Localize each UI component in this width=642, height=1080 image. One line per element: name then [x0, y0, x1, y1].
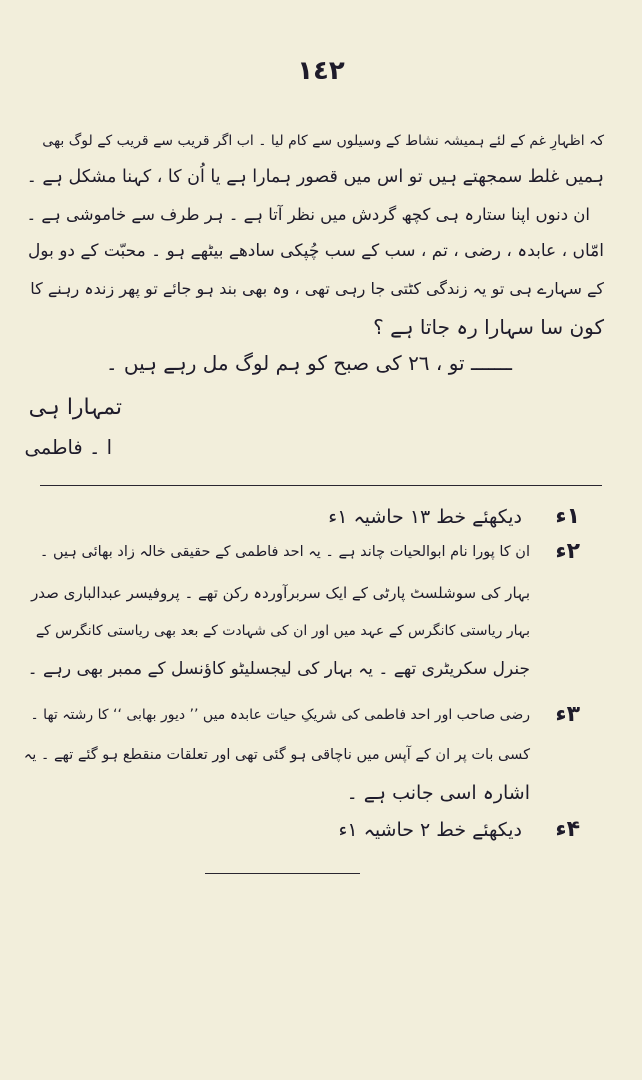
footnote-line: بہار کی سوشلسٹ پارٹی کے ایک سربرآوردہ رکن تھے ۔ پروفیسر عبدالباری صدر — [31, 584, 530, 602]
letter-line: ـــــــ تو ، ٢٦ کی صبح کو ہم لوگ مل رہے ہیں ۔ — [105, 351, 512, 375]
letter-closing: تمہارا ہی — [28, 395, 122, 420]
end-rule — [205, 873, 360, 874]
footnote-marker: ۳ء — [555, 702, 580, 727]
footnote-line: اشارہ اسی جانب ہے ۔ — [346, 782, 530, 804]
letter-line: امّاں ، عابدہ ، رضی ، تم ، سب کے سب چُپکی سادھے بیٹھے ہو ۔ محبّت کے دو بول — [27, 241, 604, 261]
footnote-marker: ۱ء — [555, 504, 580, 529]
footnote-line: ان کا پورا نام ابوالحیات چاند ہے ۔ یہ احد فاطمی کے حقیقی خالہ زاد بھائی ہیں ۔ — [39, 544, 530, 560]
footnote-line: کسی بات پر ان کے آپس میں ناچاقی ہو گئی تھی اور تعلقات منقطع ہو گئے تھے ۔ یہ — [23, 747, 530, 763]
footnote-marker: ۲ء — [555, 539, 580, 564]
letter-line: کون سا سہارا رہ جاتا ہے ؟ — [373, 315, 604, 339]
letter-signature: ا ۔ فاطمی — [24, 436, 112, 459]
footnote-line: رضی صاحب اور احد فاطمی کی شریکِ حیات عابدہ میں ’’ دیور بھابی ‘‘ کا رشتہ تھا ۔ — [30, 707, 530, 723]
letter-line: کے سہارے ہی تو یہ زندگی کٹتی جا رہی تھی ، وہ بھی بند ہو جائے تو پھر زندہ رہنے کا — [30, 279, 604, 298]
footnote-line: جنرل سکریٹری تھے ۔ یہ بہار کی لیجسلیٹو کاؤنسل کے ممبر بھی رہے ۔ — [27, 659, 530, 679]
footnote-separator — [40, 485, 602, 486]
footnote-line: دیکھئے خط ۲ حاشیہ ۱ء — [338, 819, 522, 841]
letter-line: ہمیں غلط سمجھتے ہیں تو اس میں قصور ہمارا ہے یا اُن کا ، کہنا مشکل ہے ۔ — [26, 167, 604, 187]
footnote-line: دیکھئے خط ۱۳ حاشیہ ۱ء — [328, 506, 522, 528]
page-number: ١٤٢ — [297, 56, 345, 86]
letter-line: ان دنوں اپنا ستارہ ہی کچھ گردش میں نظر آتا ہے ۔ ہر طرف سے خاموشی ہے ۔ — [26, 205, 590, 224]
footnote-line: بہار ریاستی کانگرس کے عہد میں اور ان کی شہادت کے بعد بھی ریاستی کانگرس کے — [35, 623, 530, 639]
letter-line: کہ اظہارِ غم کے لئے ہمیشہ نشاط کے وسیلوں سے کام لیا ۔ اب اگر قریب سے قریب کے لوگ بھی — [42, 133, 604, 149]
footnote-marker: ۴ء — [555, 817, 580, 842]
